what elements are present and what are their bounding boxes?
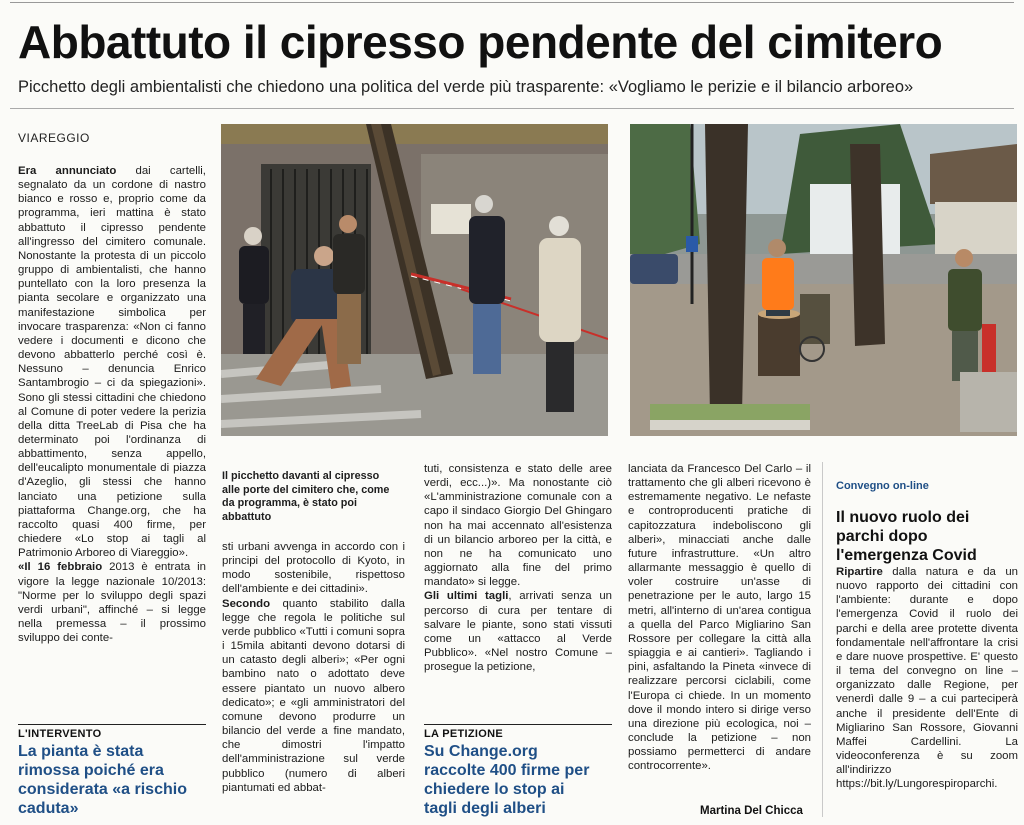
box-title: Su Change.org raccolte 400 firme per chiedere lo stop ai tagli degli alberi xyxy=(424,743,590,817)
photo-tree-cutting-image xyxy=(630,124,1017,436)
article-column-4 xyxy=(628,462,811,802)
column-text: dalla natura e da un nuovo rapporto dei cittadini con l'ambiente: durante e dopo l'emergenza Covid il ruolo dei parchi e della aree protette diventa fondamentale nell'affrontare la crisi e dare nuove prospettive. E' questo il tema del convegno on line – organizzato dalle Regione, per venerdì dalle 9 – a cui parteciperà anche il presidente dell'Ente di Migliarino San Rossore, Giovanni Maffei Cardellini. La videoconferenza è su zoom all'indirizzo https://bit.ly/Lungorespiroparchi. xyxy=(836,566,1018,791)
column-text: dai cartelli, segnalato da un cordone di nastro bianco e rosso e, proprio come da programma, ieri mattina è stato abbattuto il cipresso pendente all'ingresso del cimitero comunale. Nonostante la protesta di un piccolo gruppo di ambientalisti, che hanno puntellato con la loro presenza la pianta secolare e organizzato una manifestazione simbolica per invocare trasparenza: «Non ci fanno vedere i documenti e dicono che devono abbatterlo perché così è. Nessuno – denuncia Enrico Santambrogio – ci da spiegazioni». Sono gli stessi cittadini che chiedono al Comune di poter vedere la perizia della ditta TreeLab di Pisa che ha determinato poi l'ordinanza di abbattimento, senza appello, dell'eucalipto monumentale di piazza d'Azeglio, gli stessi che hanno lanciato una petizione sulla piattaforma Change.org, che ha raccolto quasi 400 firme, per chiedere «Lo stop ai tagli al Patrimonio Arboreo di Viareggio». xyxy=(18,165,206,560)
sidebar-tag: Convegno on-line xyxy=(836,480,929,492)
article-column-2 xyxy=(222,540,405,818)
dateline: VIAREGGIO xyxy=(18,131,90,145)
lead-word: «Il 16 febbraio xyxy=(18,561,103,574)
photo-picket-cypress-image xyxy=(221,124,608,436)
article-column-1 xyxy=(18,164,206,716)
column-text: quanto stabilito dalla legge che regola le politiche sul verde pubblico «Tutti i comuni sopra i 15mila abitanti devono dotarsi di un catasto degli alberi»; «Per ogni bambino nato o adottato deve essere piantato un nuovo albero dedicato»; e «gli amministratori del comune devono produrre un bilancio del verde a fine mandato, che dimostri l'impatto dell'amministrazione sul verde pubblico (numero di alberi piantumati ed abbat- xyxy=(222,597,405,794)
sidebar-title: Il nuovo ruolo dei parchi dopo l'emergenza Covid xyxy=(836,509,977,564)
sidebar-text xyxy=(836,565,1018,821)
lead-word: Secondo xyxy=(222,597,271,610)
column-text: , arrivati senza un percorso di cura per tentare di salvare le piante, sono stati vissuti come un «attacco al Verde Pubblico». «Nel nostro Comune – prosegue la petizione, xyxy=(424,590,612,674)
box-label: LA PETIZIONE xyxy=(424,728,503,740)
photo-picket-cypress xyxy=(221,124,608,436)
column-text: lanciata da Francesco Del Carlo – il trattamento che gli alberi ricevono è estremamente negativo. Le nefaste e controproducenti pratiche di capitozzatura indeboliscono gli alberi», minacciati anche dalle future infrastrutture. «Un altro allarmante messaggio è quello di voler costruire un'asse di penetrazione per le auto, largo 15 metri, all'interno di un'area contigua a quella del Parco Migliarino San Rossore per collegare la città alla spiaggia e ai cantieri». Tagliando i pini, asfaltando la Pineta «invece di realizzare percorsi ciclabili, come l'Europa ci chiede. In un momento dove il mondo intero si dirige verso una direzione più ecologica, noi – conclude la petizione – non possiamo permetterci di andare controcorrente». xyxy=(628,463,811,773)
lead-word: Era annunciato xyxy=(18,165,117,177)
photo-tree-cutting xyxy=(630,124,1017,436)
box-label: L'INTERVENTO xyxy=(18,728,102,740)
top-rule xyxy=(10,2,1014,3)
headline: Abbattuto il cipresso pendente del cimitero xyxy=(18,16,943,68)
box-title: La pianta è stata rimossa poiché era considerata «a rischio caduta» xyxy=(18,743,187,817)
author-byline: Martina Del Chicca xyxy=(700,805,803,817)
lead-word: Gli ultimi tagli xyxy=(424,590,509,603)
column-text: 2013 è entrata in vigore la legge nazionale 10/2013: "Norme per lo sviluppo degli spazi verdi urbani", affinché – si legge nella premessa – il prossimo sviluppo dei conte- xyxy=(18,561,206,645)
sidebar-divider xyxy=(822,462,823,817)
photo-caption: Il picchetto davanti al cipresso alle porte del cimitero che, come da programma, è stato poi abbattuto xyxy=(222,470,390,523)
column-text: tuti, consistenza e stato delle aree verdi, ecc...)». Ma nonostante ciò «L'amministrazione comunale con a capo il sindaco Giorgio Del Ghingaro non ha mai accennato all'esistenza di un bilancio arboreo per la città, e non ne ha comunicato uno aggiornato alla fine del primo mandato» si legge. xyxy=(424,463,612,589)
subheadline: Picchetto degli ambientalisti che chiedono una politica del verde più trasparente: «Vogliamo le perizie e il bilancio arboreo» xyxy=(18,78,914,96)
box-rule xyxy=(424,724,612,725)
lead-word: Ripartire xyxy=(836,566,883,578)
box-rule xyxy=(18,724,206,725)
column-text: sti urbani avvenga in accordo con i principi del protocollo di Kyoto, in modo sostenibile, rispettoso dell'ambiente e dei cittadini». xyxy=(222,541,405,596)
article-column-3 xyxy=(424,462,612,716)
header-rule xyxy=(10,108,1014,109)
